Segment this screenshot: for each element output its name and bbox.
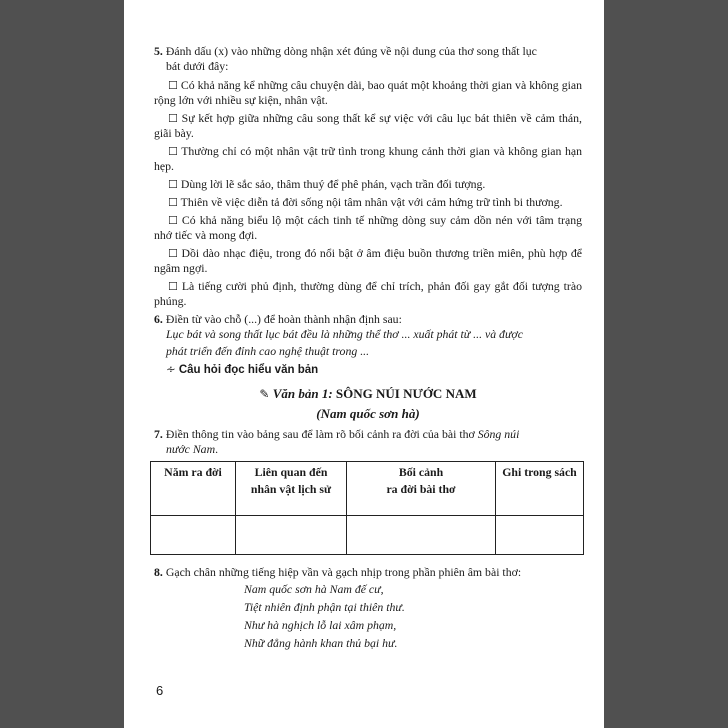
checkbox-icon[interactable]: ☐	[168, 280, 178, 293]
question-7-text-line1: Điền thông tin vào bảng sau để làm rõ bối cảnh ra đời của bài thơ	[165, 427, 475, 441]
section-mark-icon: ∻	[166, 364, 176, 376]
pencil-icon: ✎	[259, 387, 270, 401]
text-1-title	[154, 386, 582, 402]
option-5-text: Thiên về việc diễn tả đời sống nội tâm nhân vật với cảm hứng trữ tình bi thương.	[180, 195, 563, 209]
page-number: 6	[156, 683, 164, 698]
checkbox-icon[interactable]: ☐	[168, 178, 178, 191]
column-context-line2: ra đời bài thơ	[386, 482, 456, 496]
question-7-period: .	[215, 442, 219, 456]
cell-source[interactable]	[496, 516, 584, 555]
checkbox-icon[interactable]: ☐	[168, 247, 178, 260]
checkbox-icon[interactable]: ☐	[168, 196, 178, 209]
text-1-label: Văn bản 1:	[272, 386, 333, 401]
question-6-number: 6.	[154, 312, 163, 326]
question-8	[154, 565, 582, 580]
background-info-table	[150, 461, 584, 555]
poem-line-4: Nhữ đẳng hành khan thủ bại hư.	[244, 636, 398, 650]
option-7-text: Dồi dào nhạc điệu, trong đó nổi bật ở âm điệu buồn thương triền miên, phù hợp để ngâm ngợi.	[154, 246, 582, 275]
question-7-number: 7.	[154, 427, 163, 441]
column-historical-figure	[236, 462, 347, 516]
table-row	[151, 516, 584, 555]
poem-line-3: Như hà nghịch lỗ lai xâm phạm,	[244, 618, 397, 632]
checkbox-icon[interactable]: ☐	[168, 214, 178, 227]
column-context	[347, 462, 496, 516]
question-5-text-line1: Đánh dấu (x) vào những dòng nhận xét đúng về nội dung của thơ song thất lục	[165, 44, 537, 58]
question-5-text-line2: bát dưới đây:	[166, 59, 229, 73]
left-background	[0, 0, 124, 728]
option-6-text: Có khả năng biểu lộ một cách tinh tế những dòng suy cảm dồn nén với tâm trạng nhớ tiếc và mong đợi.	[154, 213, 582, 242]
option-1-text: Có khả năng kể những câu chuyện dài, bao quát một khoảng thời gian và không gian rộng lớn với nhiều sự kiện, nhân vật.	[154, 78, 583, 107]
option-3-text: Thường chỉ có một nhân vật trữ tình trong khung cảnh thời gian và không gian hạn hẹp.	[154, 144, 582, 173]
question-5-number: 5.	[154, 44, 163, 58]
section-heading-label: Câu hỏi đọc hiểu văn bản	[178, 364, 319, 376]
column-historical-figure-line2: nhân vật lịch sử	[250, 482, 332, 496]
option-4	[154, 177, 582, 192]
column-source-label: Ghi trong sách	[502, 465, 577, 479]
question-7-poem-title-part2: nước Nam	[166, 442, 216, 456]
question-7-poem-title-part1: Sông núi	[477, 427, 520, 441]
question-7-text-line2	[154, 442, 582, 457]
text-1-subtitle: (Nam quốc sơn hà)	[316, 406, 420, 421]
cell-year[interactable]	[151, 516, 236, 555]
question-5	[154, 44, 582, 59]
cell-context[interactable]	[347, 516, 496, 555]
question-8-number: 8.	[154, 565, 163, 579]
column-context-line1: Bối cảnh	[398, 465, 444, 479]
question-6	[154, 312, 582, 327]
section-heading	[166, 363, 582, 378]
option-8	[154, 279, 582, 309]
document-page	[124, 0, 604, 728]
option-7	[154, 246, 582, 276]
checkbox-icon[interactable]: ☐	[168, 79, 178, 92]
column-year	[151, 462, 236, 516]
option-5	[154, 195, 582, 210]
poem-line-2: Tiệt nhiên định phận tại thiên thư.	[244, 600, 405, 614]
question-6-text: Điền từ vào chỗ (...) để hoàn thành nhận định sau:	[165, 312, 402, 326]
column-historical-figure-line1: Liên quan đến	[254, 465, 328, 479]
option-4-text: Dùng lời lẽ sắc sảo, thâm thuý để phê phán, vạch trần đối tượng.	[180, 177, 486, 191]
checkbox-icon[interactable]: ☐	[168, 112, 178, 125]
table-header-row	[151, 462, 584, 516]
question-8-text: Gạch chân những tiếng hiệp vần và gạch nhịp trong phần phiên âm bài thơ:	[165, 565, 522, 579]
column-source	[496, 462, 584, 516]
option-1	[154, 78, 582, 108]
cell-historical-figure[interactable]	[236, 516, 347, 555]
page-content	[154, 44, 582, 652]
option-2	[154, 111, 582, 141]
question-6-quote-line1: Lục bát và song thất lục bát đều là những thể thơ ... xuất phát từ ... và được	[166, 327, 523, 341]
checkbox-icon[interactable]: ☐	[168, 145, 178, 158]
option-3	[154, 144, 582, 174]
poem-line-1: Nam quốc sơn hà Nam đế cư,	[244, 582, 384, 596]
column-year-label: Năm ra đời	[164, 465, 222, 479]
question-6-quote-line2: phát triển đến đỉnh cao nghệ thuật trong ...	[166, 344, 370, 358]
option-8-text: Là tiếng cười phủ định, thường dùng để chỉ trích, phản đối gay gắt đối tượng trào phúng.	[154, 279, 582, 308]
option-6	[154, 213, 582, 243]
text-1-title-text: SÔNG NÚI NƯỚC NAM	[335, 386, 477, 401]
option-2-text: Sự kết hợp giữa những câu song thất kể sự việc với câu lục bát thiên về cảm thán, giãi bày.	[154, 111, 583, 140]
question-7	[154, 427, 582, 442]
right-background	[604, 0, 728, 728]
